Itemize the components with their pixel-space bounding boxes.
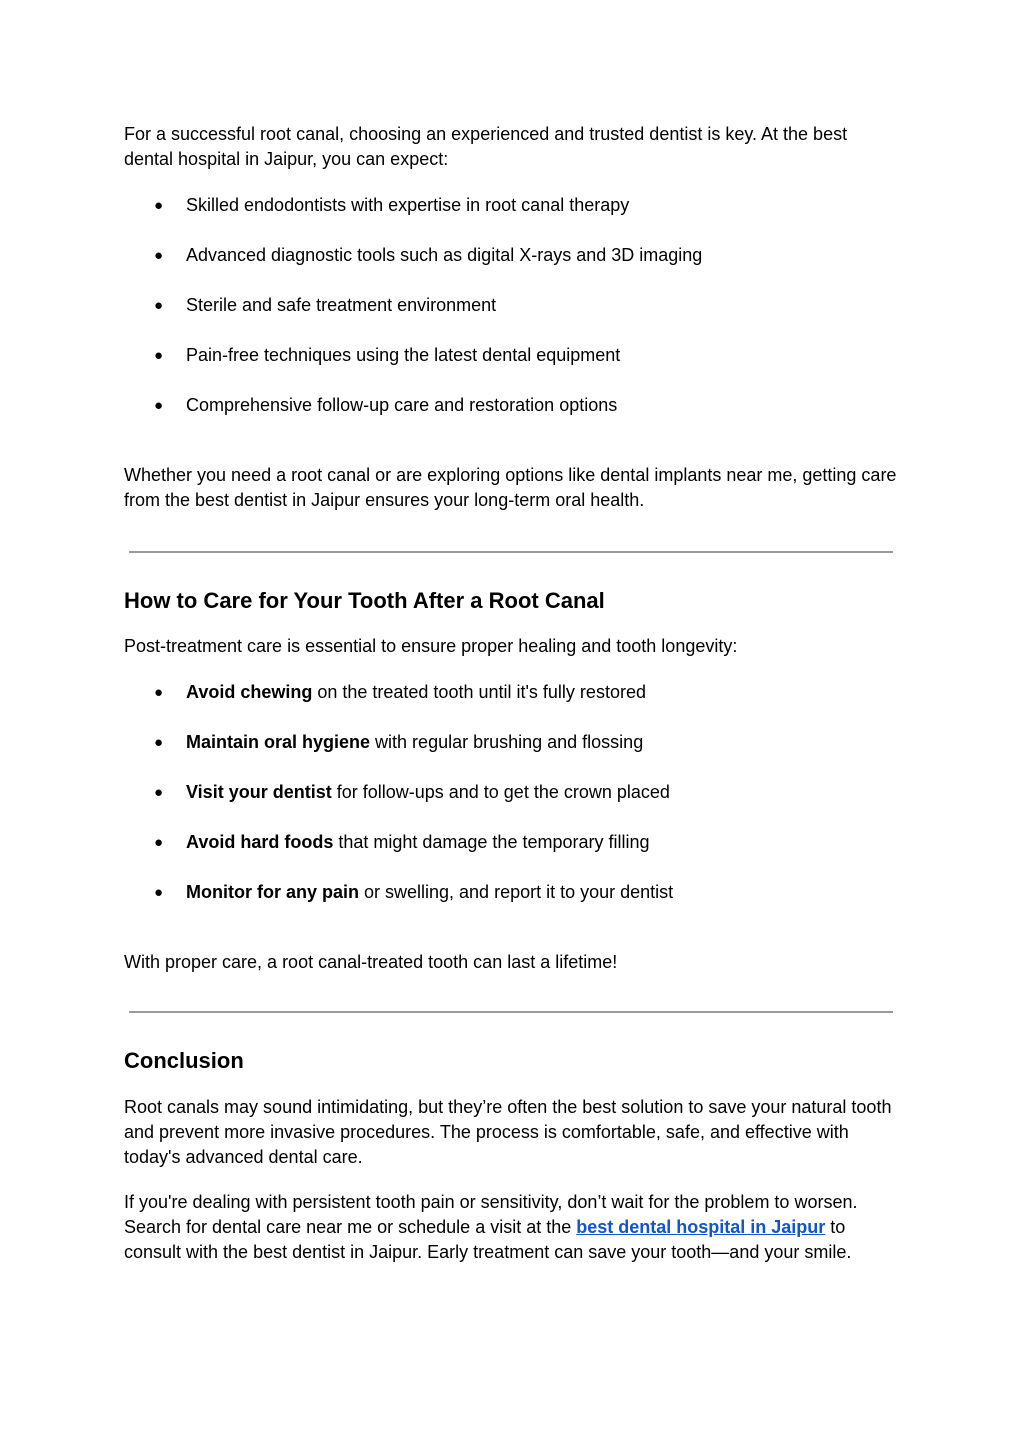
- list-item: [124, 393, 899, 418]
- list-item-text: Pain-free techniques using the latest dental equipment: [186, 345, 621, 365]
- bullet-icon: ●: [154, 684, 164, 701]
- conclusion-paragraph-2: [124, 1190, 899, 1265]
- list-item: [124, 343, 899, 368]
- list-item-text: Skilled endodontists with expertise in root canal therapy: [186, 195, 630, 215]
- list-item-text: Sterile and safe treatment environment: [186, 295, 497, 315]
- conclusion-text-after-link: to consult with the best dentist in Jaipur. Early treatment can save your tooth—and your smile.: [124, 1217, 852, 1262]
- list-item-text: on the treated tooth until it's fully restored: [312, 682, 646, 702]
- intro-paragraph: For a successful root canal, choosing an experienced and trusted dentist is key. At the best dental hospital in Jaipur, you can expect:: [124, 124, 848, 169]
- list-item: [124, 880, 899, 905]
- bullet-icon: ●: [154, 784, 164, 801]
- closing-paragraph: Whether you need a root canal or are exploring options like dental implants near me, getting care from the best dentist in Jaipur ensures your long-term oral health.: [124, 465, 897, 510]
- list-item-bold: Monitor for any pain: [186, 882, 359, 902]
- list-item: [124, 830, 899, 855]
- list-item-bold: Avoid chewing: [186, 682, 313, 702]
- bullet-icon: ●: [154, 347, 164, 364]
- section-divider: [129, 551, 893, 553]
- list-item-text: Advanced diagnostic tools such as digital X-rays and 3D imaging: [186, 245, 703, 265]
- bullet-icon: ●: [154, 834, 164, 851]
- list-item-text: for follow-ups and to get the crown placed: [331, 782, 670, 802]
- list-item-text: that might damage the temporary filling: [333, 832, 650, 852]
- document-page: [124, 122, 899, 1265]
- care-intro-paragraph: Post-treatment care is essential to ensure proper healing and tooth longevity:: [124, 636, 738, 656]
- conclusion-heading: Conclusion: [124, 1048, 244, 1073]
- list-item-bold: Avoid hard foods: [186, 832, 334, 852]
- bullet-icon: ●: [154, 197, 164, 214]
- list-item: [124, 730, 899, 755]
- bullet-icon: ●: [154, 734, 164, 751]
- list-item: [124, 780, 899, 805]
- list-item-bold: Maintain oral hygiene: [186, 732, 371, 752]
- conclusion-text-before-link: If you're dealing with persistent tooth pain or sensitivity, don’t wait for the problem to worsen. Search for dental care near me or schedule a visit at the: [124, 1192, 858, 1237]
- list-item-text: with regular brushing and flossing: [370, 732, 644, 752]
- bullet-icon: ●: [154, 397, 164, 414]
- best-dental-hospital-link[interactable]: best dental hospital in Jaipur: [576, 1217, 826, 1237]
- section-divider: [129, 1011, 893, 1013]
- list-item: [124, 243, 899, 268]
- list-item-text: or swelling, and report it to your dentist: [359, 882, 674, 902]
- care-outro-paragraph: With proper care, a root canal-treated tooth can last a lifetime!: [124, 952, 618, 972]
- expect-list: [124, 193, 899, 418]
- list-item: [124, 293, 899, 318]
- care-heading: How to Care for Your Tooth After a Root Canal: [124, 588, 605, 613]
- bullet-icon: ●: [154, 247, 164, 264]
- list-item: [124, 680, 899, 705]
- bullet-icon: ●: [154, 884, 164, 901]
- list-item: [124, 193, 899, 218]
- list-item-text: Comprehensive follow-up care and restoration options: [186, 395, 618, 415]
- list-item-bold: Visit your dentist: [186, 782, 332, 802]
- bullet-icon: ●: [154, 297, 164, 314]
- conclusion-paragraph-1: Root canals may sound intimidating, but they’re often the best solution to save your natural tooth and prevent more invasive procedures. The process is comfortable, safe, and effective with today's advanced dental care.: [124, 1097, 892, 1167]
- care-list: [124, 680, 899, 905]
